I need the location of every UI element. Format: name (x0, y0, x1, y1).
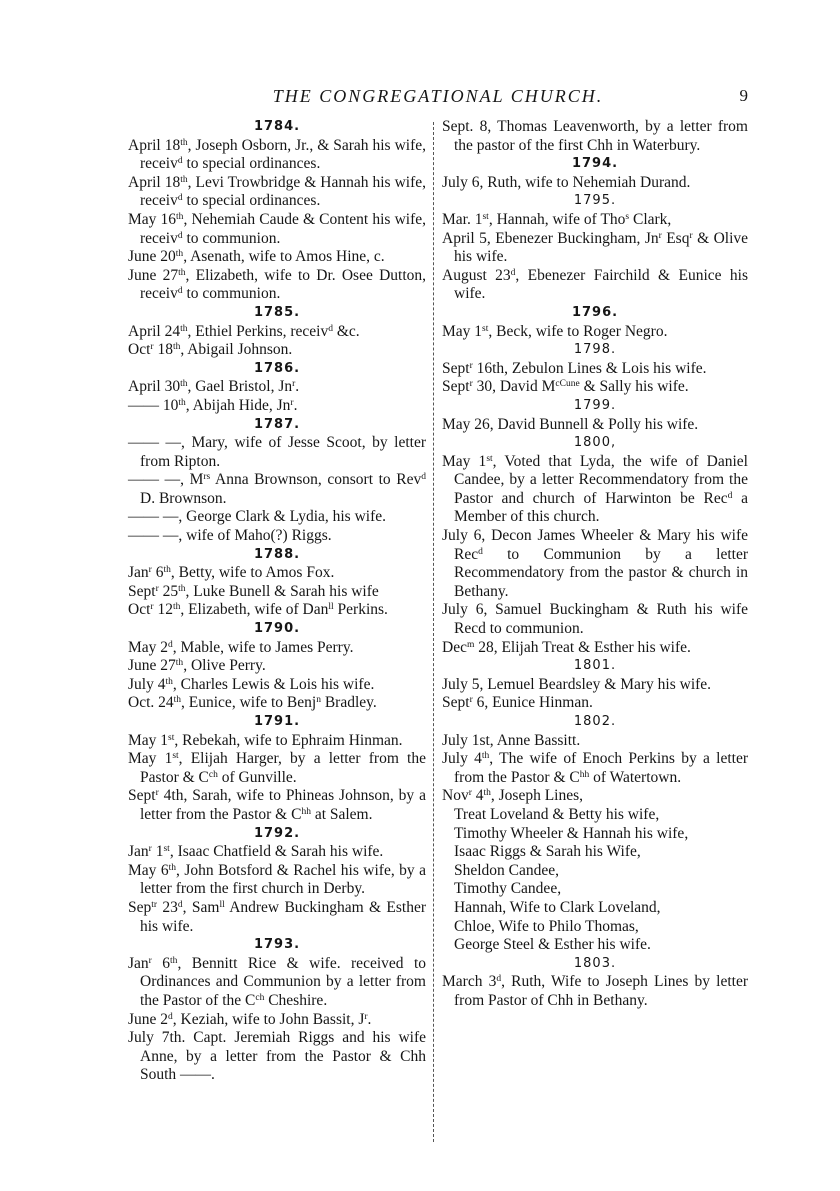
year-heading: 1788. (253, 546, 301, 562)
register-entry: April 30th, Gael Bristol, Jn$^r$. (128, 378, 300, 396)
register-entry: Jan$^r$ 6th, Betty, wife to Amos Fox. (128, 564, 335, 582)
right-column (442, 118, 748, 1011)
year-heading: 1803. (573, 955, 617, 971)
year-heading: 1785. (253, 304, 301, 320)
member-entry: Isaac Riggs & Sarah his Wife, (454, 843, 641, 861)
register-entry: April 18th, Levi Trowbridge & Hannah his wife, receiv$^d$ to special ordinances. (128, 173, 426, 210)
register-entry: Sept. 8, Thomas Leavenworth, by a letter from the pastor of the first Chh in Waterbury. (442, 118, 748, 154)
register-entry: July 4th, Charles Lewis & Lois his wife. (128, 675, 375, 693)
year-heading: 1793. (253, 937, 301, 953)
year-heading: 1791. (253, 714, 301, 729)
register-entry: May 1st, Beck, wife to Roger Negro. (442, 322, 668, 340)
year-heading: 1796. (571, 304, 619, 320)
member-entry: Hannah, Wife to Clark Loveland, (454, 898, 661, 916)
register-entry: Jan$^r$ 1st, Isaac Chatfield & Sarah his wife. (128, 843, 384, 861)
year-heading: 1786. (253, 360, 301, 376)
register-entry: May 1st, Elijah Harger, by a letter from the Pastor & $C^{ch}$ of Gunville. (128, 750, 426, 786)
register-entry: Mar. 1st, Hannah, wife of Tho$^s$ Clark, (442, 210, 672, 228)
member-entry: Chloe, Wife to Philo Thomas, (454, 917, 639, 935)
register-entry: June 2$^d$, Keziah, wife to John Bassit, $J^r$. (128, 1010, 372, 1028)
running-title: THE CONGREGATIONAL CHURCH. (272, 86, 604, 106)
register-entry: —— —, $M^{rs}$ Anna Brownson, consort to Rev$^d$ D. Brownson. (128, 471, 426, 507)
register-entry: Sept$^r$ 16th, Zebulon Lines & Lois his wife. (442, 359, 707, 377)
register-entry: June 20th, Asenath, wife to Amos Hine, c. (128, 248, 385, 266)
register-entry: May 26, David Bunnell & Polly his wife. (442, 415, 699, 433)
register-entry: Sept$^r$ 4th, Sarah, wife to Phineas Johnson, by a letter from the Pastor & $C^{hh}$ at Salem. (128, 787, 426, 823)
year-heading: 1802. (573, 714, 617, 729)
register-entry: Dec$^m$ 28, Elijah Treat & Esther his wife. (442, 638, 691, 656)
register-entry: July 1st, Anne Bassitt. (442, 731, 581, 749)
page-header (128, 86, 748, 110)
member-entry: Timothy Candee, (454, 880, 562, 898)
year-heading: 1798. (573, 342, 617, 358)
register-entry: Sept$^r$ 6, Eunice Hinman. (442, 694, 593, 712)
year-heading: 1800, (573, 435, 617, 451)
year-heading: 1790. (253, 621, 301, 637)
register-entry: Jan$^r$ 6th, Bennitt Rice & wife. received to Ordinances and Communion by a letter from the Pastor of the $C^{ch}$ Cheshire. (128, 954, 427, 1009)
register-entry: —— —, wife of Maho(?) Riggs. (128, 527, 332, 545)
page-number: 9 (739, 86, 748, 105)
member-entry: George Steel & Esther his wife. (454, 936, 651, 954)
register-entry: Oct$^r$ 12th, Elizabeth, wife of Dan$^{ll}$ Perkins. (128, 601, 388, 619)
register-entry: April 5, Ebenezer Buckingham, Jn$^r$ Esq$^r$ & Olive his wife. (442, 229, 749, 266)
register-entry: July 6, Ruth, wife to Nehemiah Durand. (442, 173, 691, 191)
register-entry: July 6, Samuel Buckingham & Ruth his wife Recd to communion. (442, 601, 748, 638)
register-entry: March 3$^d$, Ruth, Wife to Joseph Lines by letter from Pastor of Chh in Bethany. (442, 973, 749, 1009)
register-entry: August 23$^d$, Ebenezer Fairchild & Eunice his wife. (442, 266, 748, 303)
register-entry: Sept$^r$ 30, David $M^{cCune}$ & Sally his wife. (442, 378, 689, 396)
year-heading: 1801. (573, 658, 617, 674)
year-heading: 1787. (253, 416, 301, 432)
member-entry: Sheldon Candee, (454, 861, 560, 879)
register-entry: May 2$^d$, Mable, wife to James Perry. (128, 638, 354, 656)
year-heading: 1795. (573, 193, 617, 209)
year-heading: 1799. (573, 397, 617, 413)
register-entry: Nov$^r$ 4th, Joseph Lines, (442, 787, 584, 805)
year-heading: 1784. (253, 119, 301, 134)
member-entry: Treat Loveland & Betty his wife, (454, 805, 660, 823)
register-entry: —— —, George Clark & Lydia, his wife. (128, 508, 387, 526)
register-entry: Oct. 24th, Eunice, wife to Benj$^n$ Bradley. (128, 694, 377, 712)
register-entry: May 1st, Rebekah, wife to Ephraim Hinman. (128, 731, 403, 749)
register-entry: July 7th. Capt. Jeremiah Riggs and his wife Anne, by a letter from the Pastor & Chh South ——. (128, 1029, 426, 1084)
left-column (128, 118, 426, 1085)
register-entry: April 24th, Ethiel Perkins, receiv$^d$ &c. (128, 322, 360, 340)
register-entry: —— —, Mary, wife of Jesse Scoot, by letter from Ripton. (128, 434, 426, 470)
register-entry: July 4th, The wife of Enoch Perkins by a letter from the Pastor & $C^{hh}$ of Watertown. (442, 750, 748, 786)
register-entry: Oct$^r$ 18th, Abigail Johnson. (128, 341, 293, 359)
year-heading: 1792. (253, 825, 301, 841)
register-entry: Sep$^{tr}$ 23$^d$, Sam$^{ll}$ Andrew Buckingham & Esther his wife. (128, 898, 427, 935)
register-entry: May 1st, Voted that Lyda, the wife of Daniel Candee, by a letter Recommendatory from the Pastor and church of Harwinton be Rec$^d$ a Member of this church. (442, 452, 748, 526)
member-entry: Timothy Wheeler & Hannah his wife, (454, 824, 689, 842)
register-entry: —— 10th, Abijah Hide, Jn$^r$. (128, 396, 298, 414)
register-entry: May 16th, Nehemiah Caude & Content his wife, receiv$^d$ to communion. (128, 210, 426, 247)
register-entry: Sept$^r$ 25th, Luke Bunell & Sarah his wife (128, 582, 379, 600)
column-divider (433, 122, 434, 1142)
register-entry: April 18th, Joseph Osborn, Jr., & Sarah his wife, receiv$^d$ to special ordinances. (128, 136, 426, 173)
register-entry: June 27th, Elizabeth, wife to Dr. Osee Dutton, receiv$^d$ to communion. (128, 266, 426, 303)
register-entry: June 27th, Olive Perry. (128, 657, 266, 675)
register-entry: May 6th, John Botsford & Rachel his wife, by a letter from the first church in Derby. (128, 861, 426, 898)
register-entry: July 5, Lemuel Beardsley & Mary his wife. (442, 675, 712, 693)
register-entry: July 6, Decon James Wheeler & Mary his wife Rec$^d$ to Communion by a letter Recommendatory from the pastor & church in Bethany. (442, 527, 748, 600)
year-heading: 1794. (571, 156, 619, 172)
